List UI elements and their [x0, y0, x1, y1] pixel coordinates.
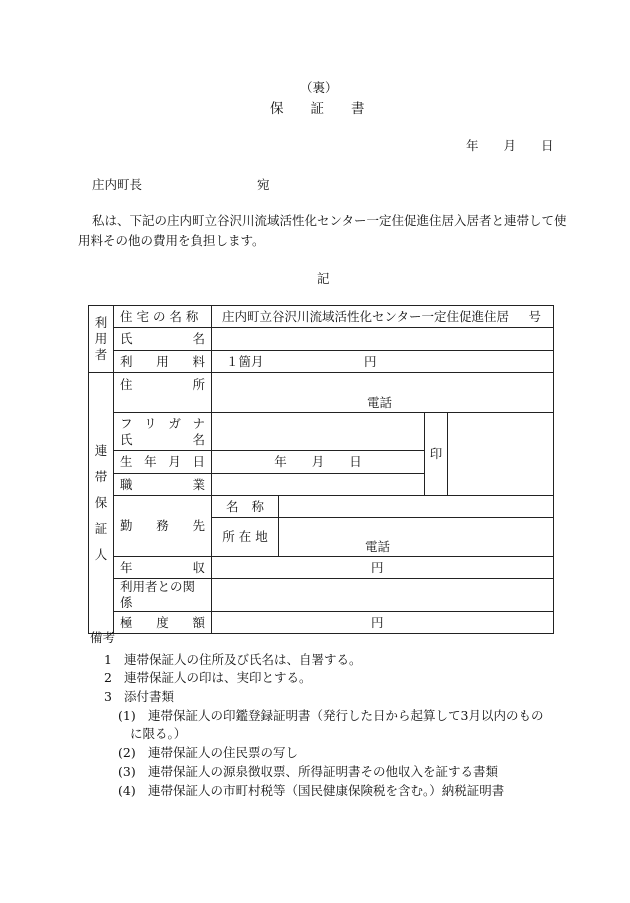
subnote-number: (4)	[118, 783, 136, 798]
subnote-text: 連帯保証人の住民票の写し	[148, 745, 299, 760]
work-address-value	[279, 518, 554, 557]
work-phone-label: 電話	[365, 538, 391, 554]
job-value	[212, 474, 425, 496]
housing-label: 住 宅 の 名 称	[114, 306, 212, 328]
body-line-1: 私は、下記の庄内町立谷沢川流域活性化センター一定住促進住居入居者と連帯して使	[92, 213, 567, 228]
ki-label: 記	[317, 271, 330, 286]
address-label: 住 所	[114, 373, 212, 413]
work-name-label: 名 称	[212, 496, 279, 518]
furigana-name-label: フ リ ガ ナ 氏 名	[114, 413, 212, 451]
note-text: 添付書類	[124, 689, 175, 704]
user-group-label: 利 用 者	[89, 306, 114, 373]
fee-label: 利 用 料	[114, 351, 212, 373]
relation-value	[212, 579, 554, 612]
notes-title: 備考	[90, 630, 116, 645]
user-name-value	[212, 328, 554, 351]
income-label: 年 収	[114, 557, 212, 579]
seal-label: 印	[425, 413, 448, 496]
note-number: 3	[104, 689, 112, 704]
body-line-2: 用料その他の費用を負担します。	[78, 233, 265, 248]
note-text: 連帯保証人の印は、実印とする。	[124, 670, 312, 685]
income-value: 円	[212, 557, 554, 579]
guarantee-table	[88, 305, 554, 634]
limit-value: 円	[212, 612, 554, 634]
seal-box	[448, 413, 554, 496]
note-number: 2	[104, 670, 112, 685]
note-text: 連帯保証人の住所及び氏名は、自署する。	[124, 652, 362, 667]
address-phone-label: 電話	[367, 394, 393, 410]
birth-value: 年 月 日	[212, 451, 425, 474]
birth-label: 生 年 月 日	[114, 451, 212, 474]
subnote-continuation: に限る。）	[130, 726, 187, 741]
housing-value: 庄内町立谷沢川流域活性化センター一定住促進住居 号	[212, 306, 554, 328]
address-value	[212, 373, 554, 413]
housing-number-suffix: 号	[528, 308, 542, 324]
addressee-name: 庄内町長	[92, 177, 143, 192]
work-address-label: 所 在 地	[212, 518, 279, 557]
user-name-label: 氏 名	[114, 328, 212, 351]
job-label: 職 業	[114, 474, 212, 496]
work-name-value	[279, 496, 554, 518]
relation-label: 利用者との関係	[114, 579, 212, 612]
guarantor-name-value	[212, 413, 425, 451]
subnote-text: 連帯保証人の市町村税等（国民健康保険税を含む。）納税証明書	[148, 783, 505, 798]
document-date: 年 月 日	[466, 138, 554, 153]
guarantor-group-label: 連 帯 保 証 人	[89, 373, 114, 634]
document-title: 保 証 書	[270, 101, 365, 117]
addressee-suffix: 宛	[257, 177, 270, 192]
fee-value: １箇月 円	[212, 351, 554, 373]
side-label: （裏）	[300, 80, 338, 95]
subnote-number: (2)	[118, 745, 136, 760]
workplace-label: 勤 務 先	[114, 496, 212, 557]
subnote-number: (3)	[118, 764, 136, 779]
subnote-text: 連帯保証人の源泉徴収票、所得証明書その他収入を証する書類	[148, 764, 499, 779]
subnote-number: (1)	[118, 708, 136, 723]
subnote-text: 連帯保証人の印鑑登録証明書（発行した日から起算して3月以内のもの	[148, 708, 544, 723]
note-number: 1	[104, 652, 112, 667]
limit-label: 極 度 額	[114, 612, 212, 634]
